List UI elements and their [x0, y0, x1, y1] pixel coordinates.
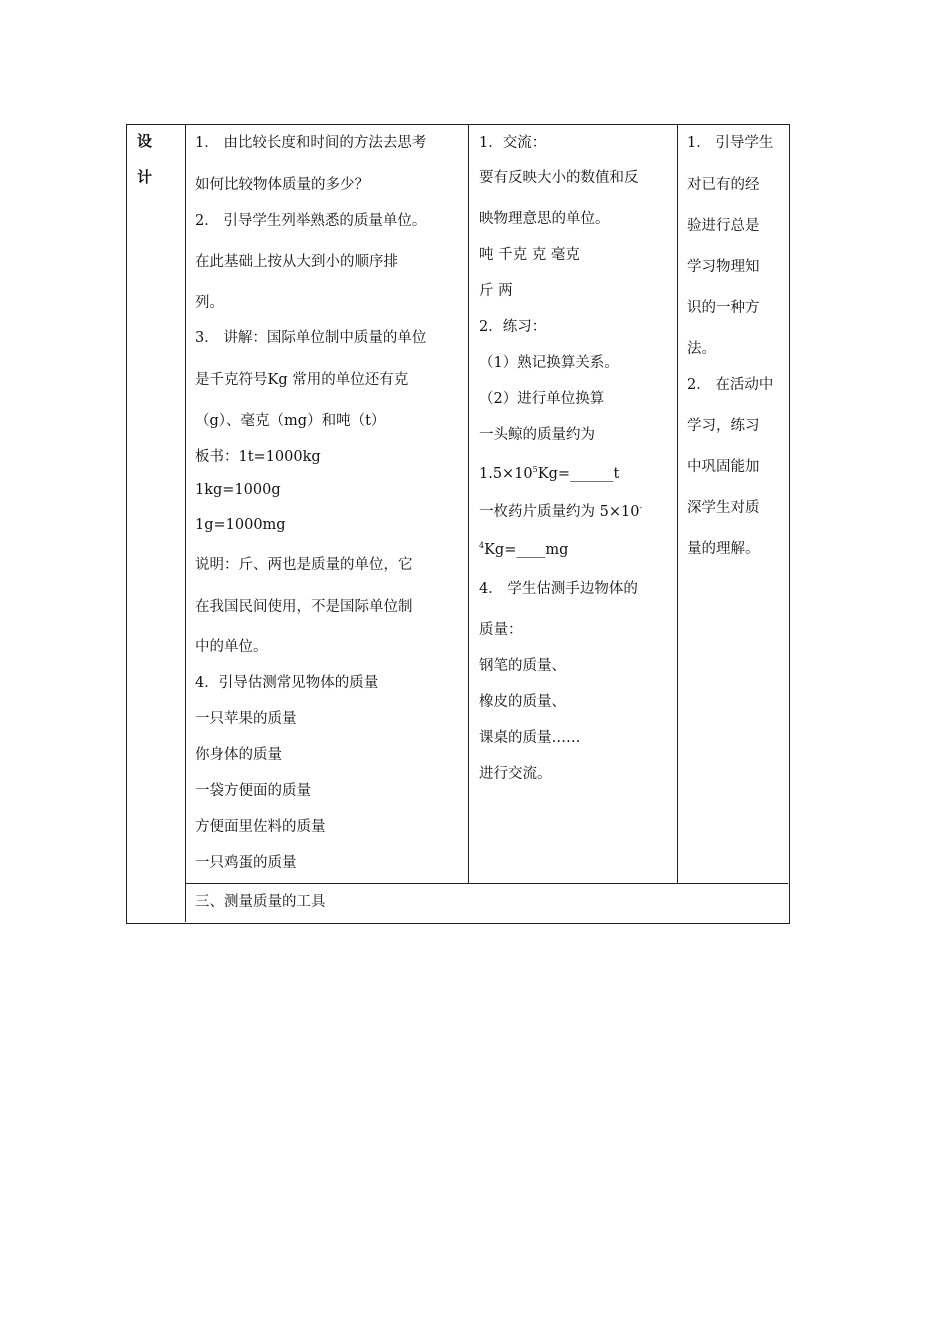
exponent: 5	[532, 465, 538, 474]
text-line: 你身体的质量	[195, 747, 282, 763]
divider	[677, 125, 678, 884]
text-line: 如何比较物体质量的多少？	[195, 177, 369, 193]
side-label-char: 设	[137, 132, 153, 150]
text-line: （2）进行单位换算	[479, 391, 605, 407]
text-line: 对已有的经	[687, 177, 760, 193]
text-line: 在此基础上按从大到小的顺序排	[195, 254, 398, 270]
text-line: 识的一种方	[687, 300, 760, 316]
text-line: 深学生对质	[687, 500, 760, 516]
text-line: 1．交流：	[479, 135, 547, 151]
lesson-table	[126, 124, 790, 924]
text-line: 量的理解。	[687, 541, 760, 557]
text-line: 验进行总是	[687, 218, 760, 234]
text-line: 说明：斤、两也是质量的单位，它	[195, 557, 413, 573]
text-line: 吨 千克 克 毫克	[479, 247, 580, 263]
divider	[185, 883, 788, 884]
text-line: 质量：	[479, 622, 523, 638]
text-line: 2． 引导学生列举熟悉的质量单位。	[195, 213, 427, 229]
text-line: 一头鲸的质量约为	[479, 427, 595, 443]
text-line: 中的单位。	[195, 639, 268, 655]
text-line: 课桌的质量……	[479, 730, 581, 746]
side-label-char: 计	[137, 168, 153, 186]
text-line: 中巩固能加	[687, 459, 760, 475]
conversion-exercise-2-cont	[479, 541, 568, 558]
text-line: 2． 在活动中	[687, 377, 774, 393]
text-line: 4．引导估测常见物体的质量	[195, 675, 379, 691]
text-line: 一只苹果的质量	[195, 711, 297, 727]
text-line: 进行交流。	[479, 766, 552, 782]
text-fragment: Kg=____mg	[484, 542, 569, 558]
conversion-exercise-1	[479, 465, 619, 482]
text-line: 方便面里佐料的质量	[195, 819, 326, 835]
text-line: 斤 两	[479, 283, 513, 299]
section-heading: 三、测量质量的工具	[195, 894, 326, 910]
text-line: 4． 学生估测手边物体的	[479, 581, 638, 597]
text-line: 学习，练习	[687, 418, 760, 434]
divider	[468, 125, 469, 884]
text-line: 1． 由比较长度和时间的方法去思考	[195, 135, 427, 151]
text-line: 橡皮的质量、	[479, 694, 566, 710]
text-line: （1）熟记换算关系。	[479, 355, 619, 371]
exponent: 4	[479, 541, 485, 550]
text-line: 列。	[195, 295, 224, 311]
conversion-exercise-2	[479, 500, 642, 521]
text-line: 一袋方便面的质量	[195, 783, 311, 799]
text-line: 钢笔的质量、	[479, 658, 566, 674]
text-line: 1kg=1000g	[195, 482, 281, 498]
exponent: -	[639, 503, 643, 512]
text-line: 映物理意思的单位。	[479, 211, 610, 227]
text-line: 学习物理知	[687, 259, 760, 275]
text-line: 是千克符号Kg 常用的单位还有克	[195, 372, 409, 388]
text-line: 3． 讲解：国际单位制中质量的单位	[195, 330, 427, 346]
text-line: 2．练习：	[479, 319, 547, 335]
text-line: 一只鸡蛋的质量	[195, 855, 297, 871]
text-line: 1． 引导学生	[687, 135, 774, 151]
text-line: 要有反映大小的数值和反	[479, 170, 639, 186]
text-line: 板书：1t=1000kg	[195, 449, 321, 465]
text-line: 1g=1000mg	[195, 517, 286, 533]
text-line: 在我国民间使用，不是国际单位制	[195, 599, 413, 615]
text-fragment: 一枚药片质量约为 5×10	[479, 504, 640, 520]
text-line: 法。	[687, 341, 716, 357]
divider	[185, 125, 186, 922]
text-fragment: Kg=______t	[537, 466, 620, 482]
text-line: （g）、毫克（mg）和吨（t）	[195, 413, 386, 429]
text-fragment: 1.5×10	[479, 466, 533, 482]
